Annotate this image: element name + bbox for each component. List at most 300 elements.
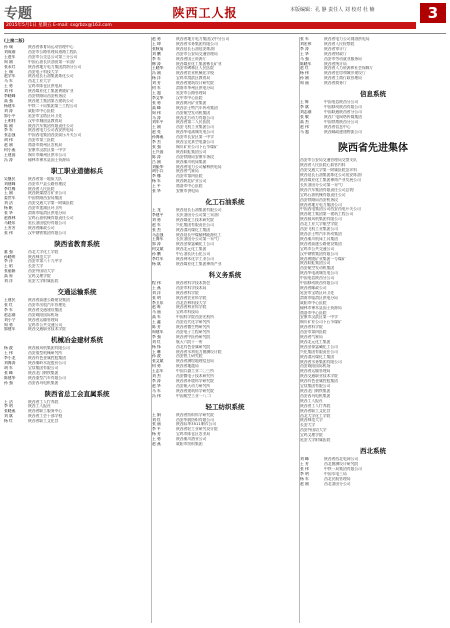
list-item bbox=[152, 189, 298, 194]
honoree-unit: 宝鸡市陈仓区供电局 bbox=[28, 84, 63, 89]
honoree-name: 赵志刚 bbox=[4, 312, 16, 317]
honoree-unit: 陕西省人民医院 bbox=[28, 186, 55, 191]
honoree-unit: 西安铁路局安康车务段 bbox=[176, 154, 214, 159]
honoree-unit: 西安市第四医院 bbox=[300, 330, 327, 335]
honoree-unit: 渭南市华州区供电分局 bbox=[176, 86, 214, 91]
honoree-unit: 陕西延长中煤榆林能源化工 bbox=[176, 232, 222, 237]
honoree-unit: 商洛市中心医院 bbox=[176, 184, 203, 189]
newspaper-logo: 陕西工人报 bbox=[172, 6, 238, 20]
honoree-unit: 陕西省西北电网公司 bbox=[324, 456, 359, 461]
honoree-unit: 陕西金泰氯碱化工公司 bbox=[176, 242, 214, 247]
honoree-name: 姜世军 bbox=[4, 196, 16, 201]
honoree-unit: 陕西省邮政公司 bbox=[28, 225, 55, 230]
honoree-name: 张 丽 bbox=[152, 422, 161, 427]
honoree-name: 张 强 bbox=[152, 144, 161, 149]
honoree-name: 吕 刚 bbox=[152, 159, 161, 164]
honoree-name: 李 军 bbox=[4, 307, 13, 312]
honoree-unit: 西安市公路管理局道路工程队 bbox=[28, 49, 78, 54]
honoree-unit: 陕西彩虹集团公司 bbox=[176, 149, 207, 154]
honoree-name: 王 芳 bbox=[300, 461, 309, 466]
honoree-unit: 陕西省商务厅 bbox=[324, 81, 347, 86]
honoree-unit: 陕西华电蒲城发电公司 bbox=[300, 271, 338, 276]
list-item bbox=[4, 381, 150, 386]
honoree-name: 张 伟 bbox=[300, 466, 309, 471]
honoree-unit: 陕西省地震局 bbox=[176, 364, 199, 369]
honoree-unit: 陕西鼓风机集团有限公司 bbox=[300, 217, 342, 222]
honoree-unit: 陕西延长石油延安炼油厂 bbox=[176, 46, 218, 51]
honoree-unit: 西安市第四医院 bbox=[176, 174, 203, 179]
honoree-name: 赵 勇 bbox=[152, 37, 161, 41]
honoree-unit: 商洛市商州区农机局 bbox=[28, 143, 63, 148]
honoree-unit: 西安市第八十九中学 bbox=[28, 259, 63, 264]
honoree-name: 赵学军 bbox=[4, 74, 16, 79]
honoree-unit: 铜川矿业公司下石节煤矿 bbox=[176, 144, 218, 149]
honoree-unit: 陕西省审计厅 bbox=[324, 46, 347, 51]
section-heading: 科义务系统 bbox=[208, 270, 242, 279]
honoree-name: 杨 军 bbox=[300, 476, 309, 481]
honoree-unit: 西北民航管理局 bbox=[324, 476, 351, 481]
honoree-unit: 西安飞机工业集团公司 bbox=[176, 125, 214, 130]
honoree-unit: 铜川市耀州区供水公司 bbox=[28, 152, 66, 157]
honoree-name: 刘军平 bbox=[152, 120, 164, 125]
honoree-unit: 陕西省高速公路建设集团 bbox=[300, 241, 342, 246]
honoree-name: 张永红 bbox=[4, 64, 16, 69]
honoree-name: 王 洁 bbox=[4, 399, 13, 404]
honoree-name: 孙 强 bbox=[4, 380, 13, 385]
section-heading: 机械冶金建材系统 bbox=[51, 336, 103, 345]
honoree-name: 李小龙 bbox=[4, 356, 16, 361]
honoree-name: 张 军 bbox=[300, 37, 309, 41]
honoree-unit: 宝鸡石油机械有限责任公司 bbox=[300, 192, 346, 197]
honoree-unit: 陕西省科学院 bbox=[300, 325, 323, 330]
honoree-unit: 陕西秦川机床工具集团 bbox=[300, 236, 338, 241]
honoree-unit: 宝鸡市陈仓区农业局 bbox=[176, 432, 211, 437]
honoree-name: 杨 锋 bbox=[152, 344, 161, 349]
honoree-name: 李文华 bbox=[152, 95, 164, 100]
honoree-name: 马 军 bbox=[152, 388, 161, 393]
honoree-name: 李红梅 bbox=[4, 186, 16, 191]
honoree-unit: 西安航天动力研究所 bbox=[176, 383, 211, 388]
honoree-unit: 陕西北元化工集团 bbox=[300, 339, 331, 344]
continuation-tag: (上接二版) bbox=[4, 38, 25, 43]
list-item bbox=[152, 394, 298, 399]
honoree-name: 杨 芳 bbox=[152, 432, 161, 437]
honoree-unit: 西安铁路局西安机务段 bbox=[300, 197, 338, 202]
honoree-unit: 陕西建工集团第五建筑公司 bbox=[28, 98, 74, 103]
honoree-unit: 西安市第三医院 bbox=[28, 138, 55, 143]
honoree-name: 刘宏伟 bbox=[300, 41, 312, 46]
honoree-name: 李 杰 bbox=[152, 140, 161, 145]
list-item bbox=[152, 442, 298, 447]
honoree-name: 李晓峰 bbox=[4, 94, 16, 99]
honoree-name: 高 强 bbox=[4, 98, 13, 103]
honoree-name: 赵 亮 bbox=[152, 130, 161, 135]
honoree-unit: 西北大学化工学院 bbox=[300, 413, 331, 418]
honoree-unit: 西安外国语大学 bbox=[28, 269, 55, 274]
honoree-unit: 陕西省地方电力集团公司 bbox=[300, 202, 342, 207]
honoree-unit: 陕西省农业科学院 bbox=[176, 295, 207, 300]
list-item bbox=[4, 279, 150, 284]
honoree-name: 冯 刚 bbox=[152, 71, 161, 76]
honoree-unit: 陕西煤业化工集团神南产业 bbox=[176, 261, 222, 266]
honoree-name: 王 勇 bbox=[4, 84, 13, 89]
honoree-unit: 陕西黄陵矿业集团一号煤矿 bbox=[300, 256, 346, 261]
honoree-unit: 铜川矿业公司下石节煤矿 bbox=[300, 320, 342, 325]
column-divider bbox=[299, 37, 300, 623]
honoree-unit: 陕西省微生物研究所 bbox=[176, 325, 211, 330]
honoree-name: 王 瑞 bbox=[4, 69, 13, 74]
honoree-unit: 汉中钢铁集团有限公司 bbox=[300, 251, 338, 256]
honoree-unit: 西安市公交总公司第三分公司 bbox=[28, 54, 78, 59]
honoree-name: 王进军 bbox=[4, 54, 16, 59]
honoree-unit: 陕西省电力公司榆林供电局 bbox=[176, 164, 222, 169]
section-heading: 陕西省教育系统 bbox=[54, 239, 100, 248]
honoree-unit: 陕西省轻工业研究设计院 bbox=[176, 427, 218, 432]
honoree-name: 李红军 bbox=[152, 257, 164, 262]
honoree-unit: 陕西省财政厅 bbox=[324, 51, 347, 56]
section-heading: 交通运输系统 bbox=[57, 287, 97, 296]
honoree-unit: 陕西龙门钢铁集团 bbox=[28, 370, 59, 375]
honoree-name: 张丽娟 bbox=[4, 269, 16, 274]
honoree-unit: 兴化集团有限责任公司 bbox=[300, 349, 338, 354]
honoree-name: 陈晓军 bbox=[300, 61, 312, 66]
honoree-name: 李 萍 bbox=[4, 259, 13, 264]
honoree-name: 刘 杰 bbox=[152, 374, 161, 379]
honoree-unit: 陕西省信息中心 bbox=[324, 124, 351, 129]
honoree-name: 冯 伟 bbox=[152, 393, 161, 398]
honoree-name: 何 勇 bbox=[152, 364, 161, 369]
honoree-name: 李 军 bbox=[4, 128, 13, 133]
honoree-name: 张 峰 bbox=[4, 370, 13, 375]
honoree-unit: 陕西省纺织科学研究院 bbox=[176, 412, 214, 417]
honoree-name: 王海军 bbox=[152, 237, 164, 242]
honoree-unit: 陕西省林业科学院 bbox=[176, 305, 207, 310]
honoree-unit: 长庆油田分公司第三采油厂 bbox=[176, 212, 222, 217]
honoree-name: 李 明 bbox=[4, 404, 13, 409]
honoree-name: 王 伟 bbox=[4, 351, 13, 356]
honoree-unit: 陕西省职工文化宫 bbox=[28, 419, 59, 424]
honoree-unit: 延安大学附属医院 bbox=[300, 438, 331, 443]
honoree-unit: 宝鸡市公共交通公司 bbox=[300, 246, 335, 251]
honoree-name: 陈 涛 bbox=[152, 154, 161, 159]
honoree-unit: 陕西渭河煤化工集团 bbox=[176, 227, 211, 232]
honoree-name: 胡 伟 bbox=[4, 138, 13, 143]
honoree-name: 刘志刚 bbox=[300, 109, 312, 114]
honoree-unit: 西安市出租汽车管理处 bbox=[28, 302, 66, 307]
honoree-name: 王 刚 bbox=[152, 125, 161, 130]
honoree-unit: 长安大学 bbox=[28, 264, 44, 269]
honoree-unit: 西安市公安局交通管理局交警支队 bbox=[300, 158, 357, 163]
honoree-unit: 陕西省邮政公司 bbox=[300, 285, 327, 290]
honoree-name: 孙海燕 bbox=[152, 135, 164, 140]
honoree-name: 周 勇 bbox=[4, 322, 13, 327]
honoree-unit: 中国铁塔陕西分公司 bbox=[324, 119, 359, 124]
honoree-name: 刘小宁 bbox=[4, 317, 16, 322]
honoree-unit: 中国移动陕西有限公司 bbox=[324, 104, 362, 109]
honoree-unit: 陕西金泰氯碱化工公司 bbox=[300, 344, 338, 349]
honoree-name: 赵春林 bbox=[4, 216, 16, 220]
honoree-name: 何文斌 bbox=[152, 247, 164, 252]
honoree-unit: 西北工业大学航空学院 bbox=[300, 222, 338, 227]
honoree-unit: 陕西省建筑设计研究院 bbox=[176, 81, 214, 86]
honoree-unit: 宝鸡市渭滨区教育局 bbox=[176, 76, 211, 81]
honoree-name: 赵 华 bbox=[152, 383, 161, 388]
honoree-unit: 陕西煤业化工集团黄陵矿业 bbox=[28, 89, 74, 94]
honoree-unit: 中国电信陕西分公司 bbox=[324, 100, 359, 105]
list-item bbox=[4, 158, 150, 163]
honoree-unit: 陕西省工人疗养院 bbox=[300, 403, 331, 408]
honoree-unit: 西北油田分公司 bbox=[324, 481, 351, 486]
section-heading: 陕西省先进集体 bbox=[338, 143, 408, 155]
honoree-unit: 陕西延长石油集团有限公司 bbox=[176, 208, 222, 212]
honoree-unit: 中国电信陕西分公司 bbox=[300, 276, 335, 281]
list-item bbox=[300, 81, 446, 86]
honoree-name: 刘 伟 bbox=[4, 89, 13, 94]
honoree-unit: 咸阳市中心医院 bbox=[28, 108, 55, 113]
honoree-name: 张 敏 bbox=[300, 114, 309, 119]
honoree-name: 高 峰 bbox=[152, 105, 161, 110]
honoree-unit: 陕西省体育局运动管理中心 bbox=[28, 45, 74, 49]
honoree-unit: 陕西师范大学 bbox=[300, 418, 323, 423]
honoree-name: 杨 伟 bbox=[300, 71, 309, 76]
honoree-unit: 西北农林科技大学 bbox=[176, 300, 207, 305]
honoree-name: 李 娜 bbox=[152, 174, 161, 179]
honoree-unit: 西安电子科技大学 bbox=[28, 69, 59, 74]
honoree-unit: 西安交通大学第一附属医院 bbox=[28, 201, 74, 206]
honoree-name: 高 杰 bbox=[300, 119, 309, 124]
honoree-unit: 陕西延长石油集团炼化公司 bbox=[28, 74, 74, 79]
honoree-unit: 中铁一局集团有限公司 bbox=[324, 466, 362, 471]
honoree-unit: 中国水电三局 bbox=[324, 471, 347, 476]
honoree-unit: 陕西建工集团第一建筑工程公司 bbox=[300, 212, 354, 217]
honoree-name: 马 超 bbox=[300, 129, 309, 134]
honoree-unit: 陕西北元化工集团 bbox=[176, 247, 207, 252]
honoree-name: 李 平 bbox=[152, 427, 161, 432]
honoree-unit: 陕西省运输管理局 bbox=[28, 317, 59, 322]
honoree-unit: 西安市科学技术局 bbox=[176, 285, 207, 290]
honoree-unit: 陕西省地方电力集团渭南分公司 bbox=[28, 64, 82, 69]
issue-info: 本版编辑：孔 静 责任人 刘 校对 杜 楠 bbox=[290, 7, 375, 13]
honoree-name: 孙 鹏 bbox=[152, 252, 161, 257]
column-2 bbox=[152, 37, 298, 623]
honoree-name: 刘海涛 bbox=[4, 361, 16, 366]
honoree-name: 马 涛 bbox=[152, 115, 161, 120]
honoree-name: 张 明 bbox=[152, 295, 161, 300]
honoree-unit: 陕西省工商行政管理局 bbox=[324, 76, 362, 81]
honoree-name: 王晓华 bbox=[152, 66, 164, 71]
honoree-unit: 陕西煤业化工集团彬长矿业 bbox=[176, 61, 222, 66]
honoree-unit: 榆林市神木县国土资源局 bbox=[28, 157, 70, 162]
honoree-name: 胡小兵 bbox=[152, 169, 164, 174]
honoree-unit: 陕西工人报社 bbox=[28, 404, 51, 409]
honoree-name: 杨 帆 bbox=[4, 206, 13, 211]
honoree-unit: 陕西省国土资源厅 bbox=[176, 56, 207, 61]
honoree-unit: 陕西省农业机械化学校 bbox=[176, 71, 214, 76]
honoree-unit: 陕西省人力资源和社会保障厅 bbox=[324, 66, 374, 71]
honoree-unit: 陕西师范大学 bbox=[28, 254, 51, 259]
masthead bbox=[0, 0, 450, 36]
section-heading: 信息系统 bbox=[360, 90, 386, 99]
honoree-name: 周 丽 bbox=[300, 81, 309, 86]
honoree-name: 王建国 bbox=[4, 152, 16, 157]
honoree-name: 董 强 bbox=[4, 249, 13, 254]
honoree-unit: 陕西煤业化工集团神南产业发展公司 bbox=[300, 178, 361, 183]
honoree-name: 程 伟 bbox=[152, 280, 161, 285]
honoree-unit: 西安热工研究院 bbox=[176, 354, 203, 359]
honoree-unit: 陕西秦岭水泥股份公司 bbox=[28, 361, 66, 366]
honoree-name: 王志军 bbox=[152, 369, 164, 374]
honoree-unit: 西安华润纺织有限公司 bbox=[176, 417, 214, 422]
honoree-unit: 陕西省电力公司西安供电局 bbox=[28, 128, 74, 133]
honoree-unit: 西安重型机械研究所 bbox=[28, 351, 63, 356]
honoree-unit: 陕西工人报社 bbox=[300, 398, 323, 403]
honoree-name: 刘 洁 bbox=[4, 201, 13, 206]
honoree-unit: 榆林市神木县国土资源局 bbox=[300, 305, 342, 310]
honoree-unit: 西安市公安局交通管理局 bbox=[176, 51, 218, 56]
honoree-unit: 兴化集团有限责任公司 bbox=[176, 222, 214, 227]
section-heading: 化工石油系统 bbox=[205, 198, 245, 206]
honoree-unit: 西安航空发动机集团 bbox=[300, 266, 335, 271]
honoree-unit: 西安市户县公路管理段 bbox=[28, 181, 66, 186]
list-item bbox=[152, 262, 298, 267]
honoree-unit: 长庆油田分公司第一采气厂 bbox=[300, 182, 346, 187]
honoree-unit: 西安微电子技术研究所 bbox=[176, 374, 214, 379]
honoree-unit: 陕西宝光真空电器公司 bbox=[176, 140, 214, 145]
honoree-name: 王 昭 bbox=[4, 264, 13, 269]
honoree-name: 王 辉 bbox=[300, 100, 309, 105]
honoree-unit: 中铁二十局集团第三工程公司 bbox=[28, 103, 78, 108]
section-title: 专题 bbox=[4, 6, 32, 22]
column-1 bbox=[4, 37, 150, 623]
column-3 bbox=[300, 37, 446, 623]
honoree-unit: 陕西省第一地质大队 bbox=[28, 176, 63, 181]
honoree-unit: 中国科学院西安光机所 bbox=[176, 315, 214, 320]
honoree-name: 李卫东 bbox=[152, 300, 164, 305]
honoree-name: 赵 晖 bbox=[152, 305, 161, 310]
honoree-unit: 陕西秦川酒业公司 bbox=[176, 437, 207, 442]
honoree-name: 孙晓明 bbox=[4, 254, 16, 259]
honoree-unit: 渭南市临渭区供电分局 bbox=[300, 295, 338, 300]
honoree-unit: 陕西省水利电力勘测设计院 bbox=[176, 349, 222, 354]
honoree-name: 刘 勇 bbox=[152, 217, 161, 222]
honoree-unit: 陕西有色金属控股集团 bbox=[300, 379, 338, 384]
honoree-unit: 延安市公路管理局 bbox=[176, 90, 207, 95]
honoree-unit: 延安市宝塔区环卫处 bbox=[28, 113, 63, 118]
honoree-unit: 长安大学 bbox=[300, 423, 316, 428]
list-item bbox=[300, 130, 446, 135]
honoree-unit: 咸阳市中心医院 bbox=[300, 300, 327, 305]
honoree-unit: 宝钛集团有限公司 bbox=[28, 365, 59, 370]
honoree-name: 周 伟 bbox=[152, 110, 161, 115]
honoree-unit: 陕西秦川机床集团 bbox=[176, 159, 207, 164]
honoree-unit: 中国航空工业一八二厂 bbox=[176, 393, 214, 398]
honoree-unit: 西安铁路局西安机务段 bbox=[28, 94, 66, 99]
honoree-name: 李 强 bbox=[152, 334, 161, 339]
section-heading: 轻工纺织系统 bbox=[205, 402, 245, 411]
honoree-unit: 陕西汽车集团有限责任公司 bbox=[28, 123, 74, 128]
honoree-unit: 宝钛集团有限公司 bbox=[300, 384, 331, 389]
honoree-unit: 陕西法士特汽车传动集团 bbox=[176, 105, 218, 110]
honoree-name: 张秋菊 bbox=[152, 46, 164, 51]
honoree-unit: 陕西交通职业技术学院 bbox=[300, 374, 338, 379]
honoree-name: 王兴国 bbox=[152, 149, 164, 154]
honoree-name: 王 燕 bbox=[152, 285, 161, 290]
list-item bbox=[4, 327, 150, 332]
honoree-unit: 西北有色金属研究院 bbox=[176, 344, 211, 349]
honoree-name: 刘 峰 bbox=[300, 456, 309, 461]
honoree-name: 王 龙 bbox=[152, 208, 161, 212]
honoree-unit: 陕西省工会干部学校 bbox=[28, 414, 63, 419]
honoree-name: 李 明 bbox=[300, 471, 309, 476]
honoree-unit: 陕西省水务集团有限公司 bbox=[300, 359, 342, 364]
honoree-unit: 陕西省住房和城乡建设厅 bbox=[324, 71, 366, 76]
honoree-unit: 陕西鼓风机集团有限公司 bbox=[28, 346, 70, 351]
honoree-name: 王明利 bbox=[4, 118, 16, 123]
honoree-unit: 陕西省气象局 bbox=[176, 169, 199, 174]
honoree-name: 马 丽 bbox=[152, 310, 161, 315]
list-item bbox=[4, 231, 150, 236]
honoree-unit: 安康市汉滨区第一中学 bbox=[28, 148, 66, 153]
page-number-badge: 3 bbox=[420, 3, 446, 23]
honoree-unit: 中国西电集团公司西安西电开关公司 bbox=[300, 207, 361, 212]
header-rule bbox=[4, 33, 446, 34]
honoree-unit: 西安咸阳国际机场 bbox=[28, 312, 59, 317]
honoree-unit: 陕西渭河煤化工集团 bbox=[300, 354, 335, 359]
honoree-name: 赵 刚 bbox=[4, 143, 13, 148]
honoree-unit: 中国联通陕西省分公司 bbox=[324, 109, 362, 114]
honoree-unit: 陕西省职工服务中心 bbox=[28, 409, 63, 414]
honoree-name: 杨 洋 bbox=[152, 76, 161, 81]
honoree-unit: 宝鸡市科技局 bbox=[176, 310, 199, 315]
honoree-name: 何 军 bbox=[152, 86, 161, 91]
honoree-name: 孙 波 bbox=[152, 354, 161, 359]
honoree-unit: 陕西省电力公司商洛供电局 bbox=[324, 37, 370, 41]
honoree-name: 刘 芳 bbox=[152, 81, 161, 86]
honoree-name: 郭 涛 bbox=[152, 242, 161, 247]
date-bar: 2015年5月1日 星期五 E-mail: sxgrbzx@163.com bbox=[4, 22, 416, 29]
honoree-unit: 陕西际华3511制衣公司 bbox=[176, 422, 217, 427]
honoree-name: 刘振华 bbox=[152, 164, 164, 169]
honoree-unit: 西安市莲湖区环卫所 bbox=[28, 206, 63, 211]
honoree-name: 王建民 bbox=[4, 297, 16, 302]
list-item bbox=[300, 438, 446, 443]
honoree-unit: 安康市供电局 bbox=[176, 189, 199, 194]
honoree-unit: 陕西省地方电力集团汉中分公司 bbox=[176, 37, 230, 41]
honoree-unit: 陕西有色金属控股集团 bbox=[28, 356, 66, 361]
honoree-unit: 宝鸡石油机械有限责任公司 bbox=[28, 216, 74, 220]
honoree-name: 刘 洋 bbox=[152, 290, 161, 295]
honoree-name: 马志强 bbox=[152, 232, 164, 237]
honoree-name: 王 勇 bbox=[152, 437, 161, 442]
honoree-unit: 西北工业大学 bbox=[28, 79, 51, 84]
honoree-name: 刘 鹏 bbox=[152, 51, 161, 56]
honoree-unit: 陕西陕煤澄合矿业公司 bbox=[28, 191, 66, 196]
honoree-unit: 陕西龙门钢铁集团 bbox=[300, 389, 331, 393]
honoree-unit: 陕西陕北矿业公司 bbox=[176, 179, 207, 184]
honoree-unit: 中石油长庆石化公司 bbox=[176, 252, 211, 257]
honoree-unit: 西安近代化学研究所 bbox=[176, 320, 211, 325]
honoree-unit: 中国兵器工业二〇三所 bbox=[176, 369, 214, 374]
honoree-unit: 延安大学附属医院 bbox=[28, 279, 59, 284]
honoree-name: 赵 军 bbox=[152, 222, 161, 227]
honoree-name: 李 军 bbox=[152, 56, 161, 61]
honoree-name: 赵 红 bbox=[300, 66, 309, 71]
honoree-unit: 陕西省人民检察院 bbox=[324, 41, 355, 46]
section-heading: 职工职业道德标兵 bbox=[51, 166, 103, 175]
honoree-unit: 陕西交通职业技术学院 bbox=[28, 327, 66, 332]
column-divider bbox=[151, 37, 152, 623]
honoree-unit: 西北勘测设计研究院 bbox=[324, 461, 359, 466]
